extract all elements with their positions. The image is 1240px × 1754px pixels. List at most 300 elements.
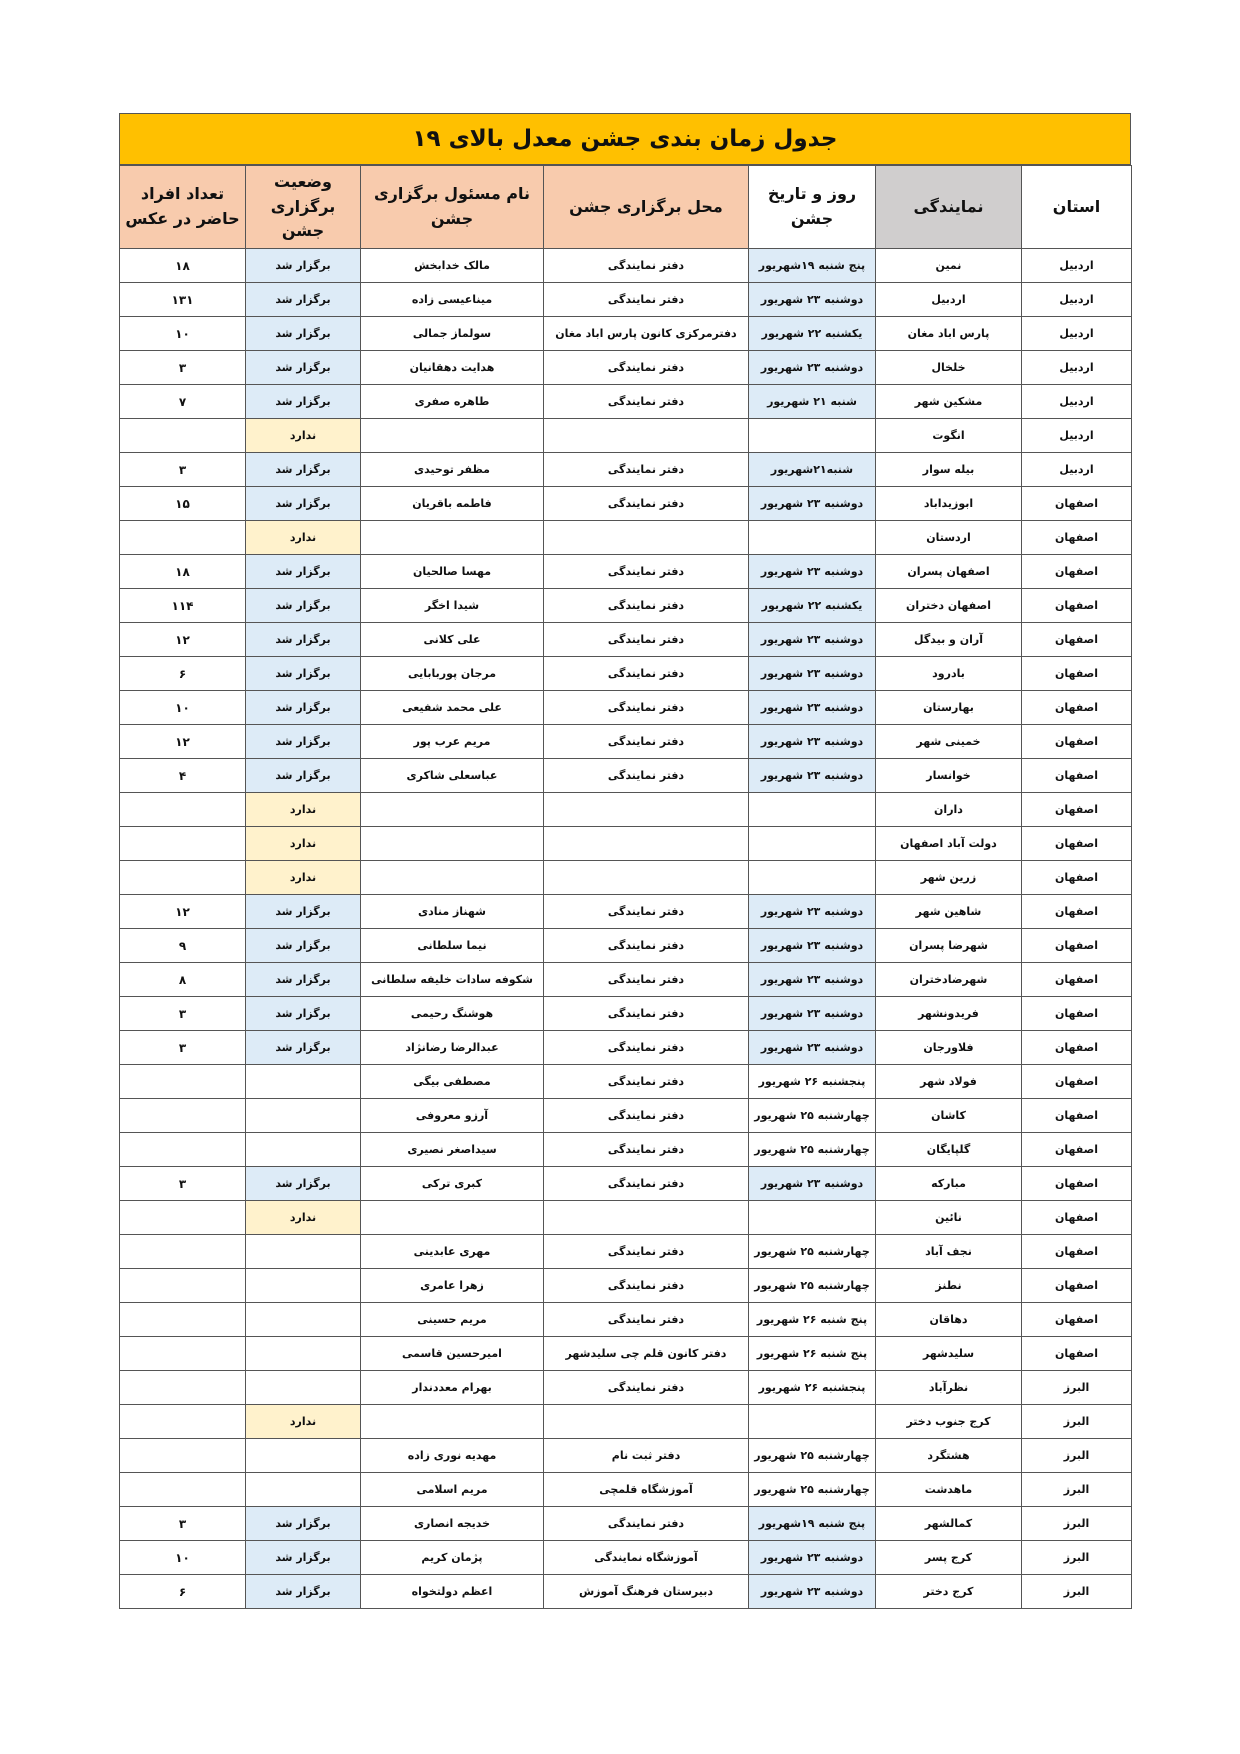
cell-office: خلخال [876,351,1022,385]
cell-office: شهرضادختران [876,963,1022,997]
cell-attendees: ۱۵ [120,487,246,521]
cell-attendees: ۱۲ [120,623,246,657]
cell-venue: دفتر نمایندگی [544,249,749,283]
cell-attendees: ۱۳۱ [120,283,246,317]
cell-date: دوشنبه ۲۳ شهریور [749,555,876,589]
cell-attendees: ۳ [120,453,246,487]
header-venue: محل برگزاری جشن [544,166,749,249]
table-body [120,249,1132,1609]
cell-status: ندارد [246,521,361,555]
cell-venue: دفتر نمایندگی [544,759,749,793]
cell-attendees: ۱۸ [120,249,246,283]
cell-organizer: امیرحسین قاسمی [361,1337,544,1371]
cell-office: فلاورجان [876,1031,1022,1065]
cell-province: البرز [1022,1405,1132,1439]
cell-date: دوشنبه ۲۳ شهریور [749,657,876,691]
cell-office: خمینی شهر [876,725,1022,759]
cell-date [749,793,876,827]
table-row [120,1575,1132,1609]
cell-office: خوانسار [876,759,1022,793]
cell-attendees [120,1337,246,1371]
cell-office: کمالشهر [876,1507,1022,1541]
table-row [120,657,1132,691]
cell-organizer: اعظم دولتخواه [361,1575,544,1609]
table-row [120,419,1132,453]
cell-organizer: سیداصغر نصیری [361,1133,544,1167]
cell-venue: دفتر نمایندگی [544,1133,749,1167]
cell-attendees [120,521,246,555]
cell-date [749,521,876,555]
cell-attendees: ۳ [120,1167,246,1201]
cell-organizer [361,793,544,827]
cell-attendees: ۳ [120,1031,246,1065]
cell-venue: دفتر نمایندگی [544,623,749,657]
cell-venue: دفتر نمایندگی [544,283,749,317]
cell-province: اصفهان [1022,963,1132,997]
header-office: نمایندگی [876,166,1022,249]
cell-office: ماهدشت [876,1473,1022,1507]
table-row [120,1337,1132,1371]
cell-status: ندارد [246,827,361,861]
table-row [120,1541,1132,1575]
cell-date: دوشنبه ۲۳ شهریور [749,283,876,317]
cell-province: البرز [1022,1473,1132,1507]
cell-province: البرز [1022,1507,1132,1541]
cell-venue: دفتر نمایندگی [544,487,749,521]
cell-attendees [120,827,246,861]
cell-date: چهارشنبه ۲۵ شهریور [749,1269,876,1303]
cell-attendees [120,1133,246,1167]
cell-province: اصفهان [1022,1133,1132,1167]
cell-organizer: شیدا اخگر [361,589,544,623]
cell-organizer: مریم حسینی [361,1303,544,1337]
cell-date: چهارشنبه ۲۵ شهریور [749,1473,876,1507]
cell-date: یکشنبه ۲۲ شهریور [749,317,876,351]
cell-date: دوشنبه ۲۳ شهریور [749,487,876,521]
cell-date: پنج شنبه ۲۶ شهریور [749,1337,876,1371]
cell-venue: دفتر نمایندگی [544,555,749,589]
cell-date: چهارشنبه ۲۵ شهریور [749,1235,876,1269]
cell-date: پنج شنبه ۱۹شهریور [749,1507,876,1541]
cell-organizer: مهسا صالحیان [361,555,544,589]
cell-office: نظرآباد [876,1371,1022,1405]
cell-office: بهارستان [876,691,1022,725]
cell-province: اصفهان [1022,997,1132,1031]
table-row [120,1371,1132,1405]
cell-status: برگزار شد [246,1507,361,1541]
schedule-sheet [119,113,1131,1609]
table-row [120,1269,1132,1303]
cell-venue: دفتر نمایندگی [544,1269,749,1303]
cell-office: اردبیل [876,283,1022,317]
cell-organizer: زهرا عامری [361,1269,544,1303]
cell-organizer: مالک خدابخش [361,249,544,283]
cell-attendees: ۱۲ [120,895,246,929]
header-row [120,166,1132,249]
cell-attendees: ۴ [120,759,246,793]
cell-date: شنبه۲۱شهریور [749,453,876,487]
cell-office: گلپایگان [876,1133,1022,1167]
cell-venue: دفتر نمایندگی [544,963,749,997]
header-province: استان [1022,166,1132,249]
cell-province: اصفهان [1022,759,1132,793]
cell-status: ندارد [246,419,361,453]
cell-status [246,1269,361,1303]
table-row [120,589,1132,623]
cell-status: برگزار شد [246,691,361,725]
cell-organizer: آرزو معروفی [361,1099,544,1133]
cell-attendees [120,1269,246,1303]
cell-attendees [120,1099,246,1133]
table-row [120,793,1132,827]
cell-office: کاشان [876,1099,1022,1133]
cell-status: برگزار شد [246,283,361,317]
cell-attendees [120,1371,246,1405]
cell-venue: دبیرستان فرهنگ آموزش [544,1575,749,1609]
cell-attendees: ۹ [120,929,246,963]
cell-office: کرج جنوب دختر [876,1405,1022,1439]
cell-venue: آموزشگاه قلمچی [544,1473,749,1507]
cell-attendees: ۱۰ [120,317,246,351]
table-row [120,1099,1132,1133]
cell-attendees [120,1201,246,1235]
cell-status [246,1065,361,1099]
cell-date [749,1201,876,1235]
cell-date: چهارشنبه ۲۵ شهریور [749,1099,876,1133]
cell-attendees [120,1405,246,1439]
cell-status: برگزار شد [246,385,361,419]
cell-venue: دفتر نمایندگی [544,929,749,963]
table-row [120,1167,1132,1201]
cell-province: اصفهان [1022,487,1132,521]
header-date: روز و تاریخ جشن [749,166,876,249]
cell-province: البرز [1022,1575,1132,1609]
cell-organizer: شهناز منادی [361,895,544,929]
cell-venue: دفتر نمایندگی [544,1065,749,1099]
cell-province: اصفهان [1022,589,1132,623]
cell-status: برگزار شد [246,657,361,691]
cell-venue: دفتر ثبت نام [544,1439,749,1473]
cell-status: برگزار شد [246,623,361,657]
table-row [120,385,1132,419]
cell-date: دوشنبه ۲۳ شهریور [749,1575,876,1609]
cell-organizer: علی کلانی [361,623,544,657]
table-title: جدول زمان بندی جشن معدل بالای ۱۹ [119,113,1131,165]
cell-status [246,1371,361,1405]
cell-province: اصفهان [1022,793,1132,827]
cell-province: اردبیل [1022,385,1132,419]
cell-organizer: هوشنگ رحیمی [361,997,544,1031]
cell-office: شهرضا پسران [876,929,1022,963]
cell-office: اصفهان دختران [876,589,1022,623]
cell-date [749,1405,876,1439]
table-row [120,1303,1132,1337]
cell-date: دوشنبه ۲۳ شهریور [749,725,876,759]
cell-attendees: ۶ [120,657,246,691]
cell-office: اردستان [876,521,1022,555]
table-row [120,725,1132,759]
cell-attendees: ۳ [120,1507,246,1541]
cell-office: مبارکه [876,1167,1022,1201]
cell-status: برگزار شد [246,1031,361,1065]
cell-status [246,1303,361,1337]
cell-venue: دفتر نمایندگی [544,657,749,691]
cell-status: برگزار شد [246,453,361,487]
cell-status [246,1473,361,1507]
cell-status: برگزار شد [246,997,361,1031]
cell-office: زرین شهر [876,861,1022,895]
cell-date: دوشنبه ۲۳ شهریور [749,963,876,997]
cell-organizer: کبری ترکی [361,1167,544,1201]
table-row [120,827,1132,861]
table-row [120,691,1132,725]
cell-date: دوشنبه ۲۳ شهریور [749,997,876,1031]
cell-date: دوشنبه ۲۳ شهریور [749,1031,876,1065]
cell-province: اصفهان [1022,929,1132,963]
cell-province: اصفهان [1022,827,1132,861]
cell-province: اصفهان [1022,1303,1132,1337]
cell-date: دوشنبه ۲۳ شهریور [749,929,876,963]
cell-office: ابوزیداباد [876,487,1022,521]
cell-venue: دفتر کانون قلم چی سلیدشهر [544,1337,749,1371]
cell-venue [544,419,749,453]
table-row [120,487,1132,521]
cell-organizer: شکوفه سادات خلیفه سلطانی [361,963,544,997]
cell-venue: دفتر نمایندگی [544,589,749,623]
cell-province: اردبیل [1022,419,1132,453]
table-row [120,1507,1132,1541]
cell-organizer: طاهره صفری [361,385,544,419]
cell-status: ندارد [246,1201,361,1235]
cell-office: آران و بیدگل [876,623,1022,657]
cell-organizer: علی محمد شفیعی [361,691,544,725]
cell-venue [544,793,749,827]
cell-organizer: میناعیسی زاده [361,283,544,317]
cell-attendees [120,419,246,453]
cell-date: یکشنبه ۲۲ شهریور [749,589,876,623]
cell-office: اصفهان پسران [876,555,1022,589]
cell-province: اصفهان [1022,725,1132,759]
cell-date: دوشنبه ۲۳ شهریور [749,895,876,929]
cell-status: برگزار شد [246,1575,361,1609]
cell-venue: آموزشگاه نمایندگی [544,1541,749,1575]
cell-organizer [361,521,544,555]
cell-date: پنجشنبه ۲۶ شهریور [749,1065,876,1099]
cell-venue: دفتر نمایندگی [544,725,749,759]
cell-organizer [361,419,544,453]
cell-organizer: نیما سلطانی [361,929,544,963]
cell-organizer: عبدالرضا رضانژاد [361,1031,544,1065]
cell-office: نائین [876,1201,1022,1235]
cell-province: اردبیل [1022,317,1132,351]
cell-venue [544,861,749,895]
cell-attendees: ۱۰ [120,1541,246,1575]
cell-venue [544,827,749,861]
cell-venue: دفتر نمایندگی [544,351,749,385]
cell-attendees [120,1473,246,1507]
cell-office: بادرود [876,657,1022,691]
cell-province: اصفهان [1022,1099,1132,1133]
cell-province: اردبیل [1022,351,1132,385]
cell-venue: دفتر نمایندگی [544,895,749,929]
cell-status: برگزار شد [246,487,361,521]
schedule-table [119,165,1132,1609]
cell-office: کرج دختر [876,1575,1022,1609]
table-row [120,1473,1132,1507]
cell-office: شاهین شهر [876,895,1022,929]
cell-venue: دفتر نمایندگی [544,691,749,725]
cell-date: دوشنبه ۲۳ شهریور [749,1541,876,1575]
cell-office: هشتگرد [876,1439,1022,1473]
cell-status: برگزار شد [246,249,361,283]
cell-date: پنجشنبه ۲۶ شهریور [749,1371,876,1405]
cell-organizer [361,1405,544,1439]
cell-organizer: فاطمه باقریان [361,487,544,521]
cell-office: نجف آباد [876,1235,1022,1269]
cell-organizer: پژمان کریم [361,1541,544,1575]
table-row [120,1439,1132,1473]
cell-organizer: بهرام معددندار [361,1371,544,1405]
cell-organizer: مصطفی بیگی [361,1065,544,1099]
cell-venue: دفترمرکزی کانون پارس اباد مغان [544,317,749,351]
cell-office: بیله سوار [876,453,1022,487]
cell-status: برگزار شد [246,895,361,929]
table-row [120,895,1132,929]
cell-office: دولت آباد اصفهان [876,827,1022,861]
cell-province: اردبیل [1022,453,1132,487]
cell-province: اصفهان [1022,861,1132,895]
cell-status: برگزار شد [246,1167,361,1201]
table-row [120,1133,1132,1167]
table-row [120,283,1132,317]
header-status: وضعیت برگزاری جشن [246,166,361,249]
cell-office: فریدونشهر [876,997,1022,1031]
cell-venue [544,1405,749,1439]
cell-venue: دفتر نمایندگی [544,1371,749,1405]
table-row [120,1031,1132,1065]
cell-status: برگزار شد [246,589,361,623]
cell-date [749,419,876,453]
cell-attendees: ۱۱۴ [120,589,246,623]
cell-date: چهارشنبه ۲۵ شهریور [749,1133,876,1167]
cell-status [246,1099,361,1133]
cell-organizer [361,827,544,861]
cell-status: برگزار شد [246,725,361,759]
cell-date [749,827,876,861]
cell-venue: دفتر نمایندگی [544,453,749,487]
cell-organizer: خدیجه انصاری [361,1507,544,1541]
cell-attendees [120,793,246,827]
cell-office: نطنز [876,1269,1022,1303]
cell-venue: دفتر نمایندگی [544,1167,749,1201]
cell-attendees [120,861,246,895]
cell-status [246,1235,361,1269]
cell-venue: دفتر نمایندگی [544,1099,749,1133]
table-row [120,249,1132,283]
cell-organizer: عباسعلی شاکری [361,759,544,793]
table-row [120,1201,1132,1235]
cell-attendees: ۱۲ [120,725,246,759]
cell-status: برگزار شد [246,317,361,351]
cell-organizer: مهری عابدینی [361,1235,544,1269]
cell-province: اصفهان [1022,1269,1132,1303]
cell-province: اصفهان [1022,1031,1132,1065]
cell-venue [544,521,749,555]
cell-organizer: مهدیه نوری زاده [361,1439,544,1473]
cell-office: دهاقان [876,1303,1022,1337]
cell-office: مشکین شهر [876,385,1022,419]
cell-venue: دفتر نمایندگی [544,1303,749,1337]
cell-venue: دفتر نمایندگی [544,1235,749,1269]
cell-organizer: مریم عرب پور [361,725,544,759]
cell-date: دوشنبه ۲۳ شهریور [749,351,876,385]
cell-province: اصفهان [1022,1235,1132,1269]
cell-province: البرز [1022,1439,1132,1473]
table-row [120,623,1132,657]
cell-office: داران [876,793,1022,827]
cell-office: فولاد شهر [876,1065,1022,1099]
cell-province: اصفهان [1022,895,1132,929]
cell-organizer: مرجان پوربابایی [361,657,544,691]
cell-province: البرز [1022,1541,1132,1575]
table-row [120,351,1132,385]
cell-attendees: ۳ [120,351,246,385]
cell-status: ندارد [246,861,361,895]
cell-province: اردبیل [1022,283,1132,317]
cell-attendees: ۱۸ [120,555,246,589]
table-row [120,963,1132,997]
cell-venue: دفتر نمایندگی [544,1507,749,1541]
table-row [120,317,1132,351]
cell-date: دوشنبه ۲۳ شهریور [749,1167,876,1201]
cell-venue: دفتر نمایندگی [544,997,749,1031]
cell-province: اصفهان [1022,1167,1132,1201]
cell-attendees: ۳ [120,997,246,1031]
cell-attendees [120,1065,246,1099]
cell-date: دوشنبه ۲۳ شهریور [749,623,876,657]
cell-attendees: ۶ [120,1575,246,1609]
cell-office: پارس اباد مغان [876,317,1022,351]
cell-date: شنبه ۲۱ شهریور [749,385,876,419]
cell-status: برگزار شد [246,351,361,385]
cell-organizer: مظفر توحیدی [361,453,544,487]
cell-date: دوشنبه ۲۳ شهریور [749,691,876,725]
table-row [120,1405,1132,1439]
table-row [120,1065,1132,1099]
cell-date: دوشنبه ۲۳ شهریور [749,759,876,793]
table-row [120,997,1132,1031]
cell-status [246,1337,361,1371]
cell-status: برگزار شد [246,555,361,589]
cell-organizer [361,861,544,895]
cell-office: کرج پسر [876,1541,1022,1575]
cell-date: پنج شنبه ۲۶ شهریور [749,1303,876,1337]
cell-province: اصفهان [1022,1201,1132,1235]
cell-attendees [120,1303,246,1337]
cell-organizer [361,1201,544,1235]
cell-status: برگزار شد [246,1541,361,1575]
cell-venue: دفتر نمایندگی [544,385,749,419]
cell-office: نمین [876,249,1022,283]
cell-status [246,1439,361,1473]
cell-date: پنج شنبه ۱۹شهریور [749,249,876,283]
cell-attendees [120,1439,246,1473]
cell-province: اصفهان [1022,521,1132,555]
cell-province: اصفهان [1022,1065,1132,1099]
cell-province: اصفهان [1022,555,1132,589]
cell-organizer: سولماز جمالی [361,317,544,351]
cell-province: اصفهان [1022,623,1132,657]
